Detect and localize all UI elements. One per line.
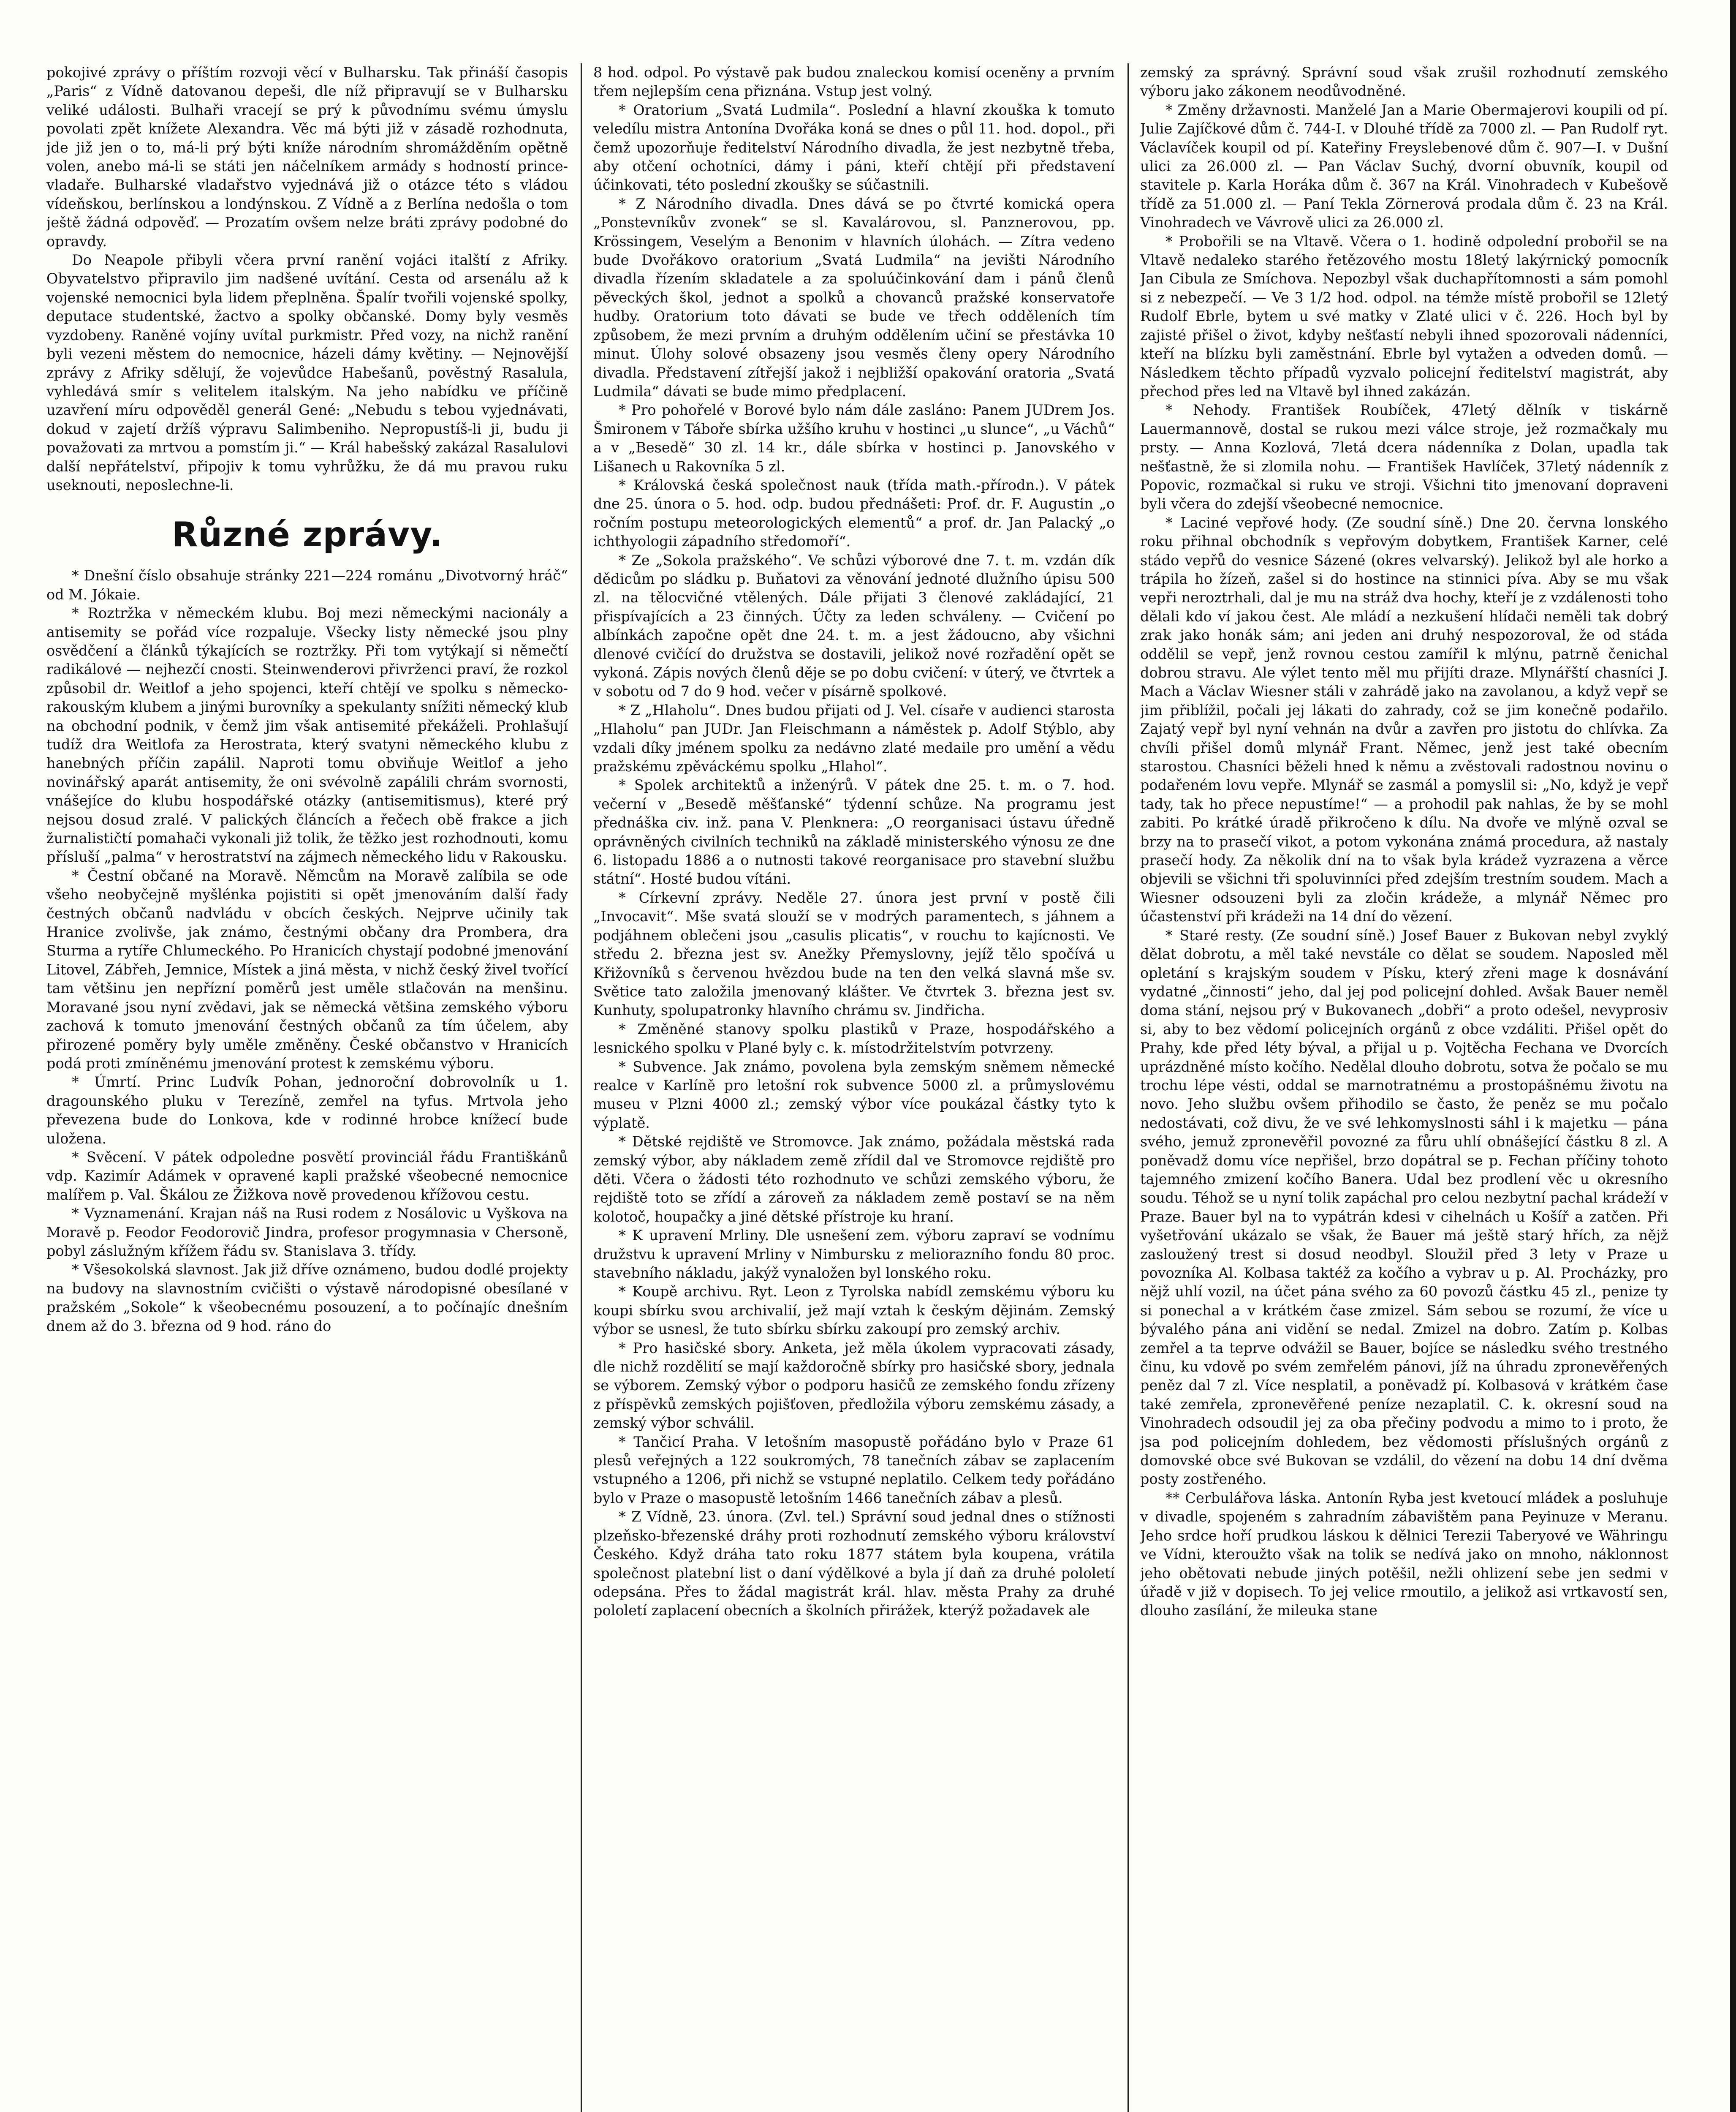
- news-item: * Ze „Sokola pražského“. Ve schůzi výborové dne 7. t. m. vzdán dík dědicům po sládku p. Buňatovi za věnování jednoté dlužního úpisu 500 zl. na tělocvičné vtělených. Dále přijati 3 členové zakládající, 21 přispívajících a 23 činných. Účty za leden schváleny. — Cvičení po albínkách započne opět dne 24. t. m. a jest žádoucno, aby všichni dlenové cvičící do družstva se dostavili, jelikož nové rozřadění opět se vykoná. Zápis nových členů děje se po dobu cvičení: v úterý, ve čtvrtek a v sobotu od 7 do 9 hod. večer v písárně spolkové.: [593, 552, 1115, 700]
- news-item: * Roztržka v německém klubu. Boj mezi německými nacionály a antisemity se pořád více rozpaluje. Všecky listy německé jsou plny osvědčení a článků týkajících se roztržky. Při tom vytýkají si němečtí radikálové — nejhezčí cnosti. Steinwenderovi přivrženci praví, že rozkol způsobil dr. Weitlof a jeho spojenci, kteří chtějí ve spolku s německo-rakouským klubem a jinými burovníky a spekulanty snížiti německý klub na obchodní podnik, v čemž jim však antisemité překáželi. Prohlašují tudíž dra Weitlofa za Herostrata, který svatyni německého klubu z hanebných příčin zapálil. Naproti tomu obviňuje Weitlof a jeho novinářský aparát antisemity, že oni svévolně zapálili chrám svornosti, vnášejíce do klubu hospodářské otázky (antisemitismus), které prý nejsou dosud zralé. V palických článcích a řečech obě frakce a jich žurnalističtí pomahači vykonali již tolik, že těžko jest rozhodnouti, komu přísluší „palma“ v herostratství na zájmech německého lidu v Rakousku.: [46, 605, 568, 865]
- news-item: * Změněné stanovy spolku plastiků v Praze, hospodářského a lesnického spolku v Plané byly c. k. místodržitelstvím potvrzeny.: [593, 1021, 1115, 1056]
- article-paragraph: pokojivé zprávy o příštím rozvoji věcí v Bulharsku. Tak přináší časopis „Paris“ z Vídně datovanou depeši, dle níž připravují se v Bulharsku veliké události. Bulhaři vracejí se prý k původnímu svému úmyslu povolati zpět knížete Alexandra. Věc má býti již v zásadě rozhodnuta, jde již jen o to, má-li prý býti kníže národním shromážděním opětně volen, anebo má-li se státi jen náčelníkem armády s hodností prince-vladaře. Bulharské vladařstvo vyjednává již o otázce této s vládou vídeňskou, berlínskou a londýnskou. Z Vídně a z Berlína nedošla o tom ještě žádná odpověď. — Prozatím ovšem nelze bráti zprávy podobné do opravdy.: [46, 64, 568, 250]
- news-item: * Oratorium „Svatá Ludmila“. Poslední a hlavní zkouška k tomuto veledílu mistra Antonína Dvořáka koná se dnes o půl 11. hod. dopol., při čemž upozorňuje ředitelství Národního divadla, že jest nezbytně třeba, aby otčení ochotníci, dámy i páni, kteří chtějí při představení účinkovati, této poslední zkoušky se súčastnili.: [593, 101, 1115, 193]
- column-rule: [1127, 63, 1129, 2112]
- column-rule: [581, 63, 582, 2112]
- news-item: * Čestní občané na Moravě. Němcům na Moravě zalíbila se ode všeho neobyčejně myšlénka pojistiti si opět jmenováním další řady čestných občanů nadvládu v obcích českých. Nejprve učinily tak Hranice zvolivše, jak známo, čestnými občany dra Prombera, dra Sturma a rytíře Chlumeckého. Po Hranicích chystají podobné jmenování Litovel, Zábřeh, Jemnice, Místek a jiná města, v nichž český živel tvořící tam většinu jen nepřízní poměrů jest uměle stlačován na menšinu. Moravané jsou nyní zvědavi, jak se německá většina zemského výboru zachová k tomuto jmenování čestných občanů za tím účelem, aby přirozené poměry byly uměle změněny. České občanstvo v Hranicích podá proti zmíněnému jmenování protest k zemskému výboru.: [46, 867, 568, 1072]
- news-item: * Změny državnosti. Manželé Jan a Marie Obermajerovi koupili od pí. Julie Zajíčkové dům č. 744-I. v Dlouhé třídě za 7000 zl. — Pan Rudolf ryt. Václavíček koupil od pí. Kateřiny Freyslebenové dům č. 907—I. v Dušní ulici za 26.000 zl. — Pan Václav Suchý, dvorní obuvník, koupil od stavitele p. Karla Horáka dům č. 367 na Král. Vinohradech v Kubešově třídě za 51.000 zl. — Paní Tekla Zörnerová prodala dům č. 23 na Král. Vinohradech ve Vávrově ulici za 26.000 zl.: [1140, 101, 1668, 231]
- news-item: * Pro hasičské sbory. Anketa, jež měla úkolem vypracovati zásady, dle nichž rozdělití se mají každoročně sbírky pro hasičské sbory, jednala se výborem. Zemský výbor o podporu hasičů ze zemského fondu zřízeny z příspěvků zemských pojišťoven, předložila výboru zemskému zásady, a zemský výbor schválil.: [593, 1339, 1115, 1432]
- news-item: * Koupě archivu. Ryt. Leon z Tyrolska nabídl zemskému výboru ku koupi sbírku svou archivalií, jež mají vztah k českým dějinám. Zemský výbor se usnesl, že tuto sbírku sbírku zakoupí pro zemský archiv.: [593, 1283, 1115, 1338]
- news-item: * Církevní zprávy. Neděle 27. února jest první v postě čili „Invocavit“. Mše svatá slouží se v modrých paramentech, s jáhnem a podjáhnem oblečeni jsou „casulis plicatis“, v rouchu to kajícnosti. Ve středu 2. března jest sv. Anežky Přemyslovny, jejíž tělo spočívá u Křižovníků s červenou hvězdou bude na ten den velká slavná mše sv. Světice tato založila jmenovaný klášter. Ve čtvrtek 3. března jest sv. Kunhuty, spolupatronky hlavního chrámu sv. Jindřicha.: [593, 889, 1115, 1019]
- article-paragraph: Do Neapole přibyli včera první ranění vojáci italští z Afriky. Obyvatelstvo připravilo jim nadšené uvítání. Cesta od arsenálu až k vojenské nemocnici byla lidem přeplněna. Špalír tvořili vojenské spolky, deputace studentské, žactvo a spolky občanské. Domy byly vesměs vyzdobeny. Raněné vojíny uvítal purkmistr. Před vozy, na nichž ranění byli vezeni městem do nemocnice, házeli dámy květiny. — Nejnovější zprávy z Afriky sdělují, že vojevůdce Habešanů, pověstný Rasalula, vyhledává smír s velitelem italským. Na jeho nabídku ve příčině uzavření míru odpověděl generál Gené: „Nebudu s tebou vyjednávati, dokud v zajetí držíš výpravu Salimbeniho. Nepropustíš-li ji, budu ji považovati za mrtvou a pomstím ji.“ — Král habešský zakázal Rasalulovi další nepřátelství, připojiv k tomu vyhrůžku, že dá mu pravou ruku useknouti, neposlechne-li.: [46, 252, 568, 493]
- news-item: * Nehody. František Roubíček, 47letý dělník v tiskárně Lauermannově, dostal se rukou mezi válce stroje, jež rozmačkaly mu prsty. — Anna Kozlová, 7letá dcera nádenníka z Dolan, upadla tak nešťastně, že si zlomila nohu. — František Havlíček, 37letý nádenník z Popovic, rozmačkal si ruku ve stroji. Všichni tito jmenovaní dopraveni byli včera do zdejší všeobecné nemocnice.: [1140, 402, 1668, 512]
- news-item: * Královská česká společnost nauk (třída math.-přírodn.). V pátek dne 25. února o 5. hod. odp. budou přednášeti: Prof. dr. F. Augustin „o ročním postupu meteorologických elementů“ a prof. dr. Jan Palacký „o ichthyologii západního středomoří“.: [593, 476, 1115, 550]
- news-item: * Dnešní číslo obsahuje stránky 221—224 románu „Divotvorný hráč“ od M. Jókaie.: [46, 567, 568, 603]
- news-item: * Z Vídně, 23. února. (Zvl. tel.) Správní soud jednal dnes o stížnosti plzeňsko-březenské dráhy proti rozhodnutí zemského výboru království Českého. Když dráha tato roku 1877 státem byla koupena, vrátila společnost platební list o daní výdělkové a byla jí daň za druhé pololetí odepsána. Přes to žádal magistrát král. hlav. města Prahy za druhé pololetí zaplacení obecních a školních přirážek, kterýž požadavek ale: [593, 1508, 1115, 1619]
- news-item: * Spolek architektů a inženýrů. V pátek dne 25. t. m. o 7. hod. večerní v „Besedě měšťanské“ týdenní schůze. Na programu jest přednáška civ. inž. pana V. Plenknera: „O reorganisaci ústavu úředně oprávněných civilních techniků na základě ministerského výnosu ze dne 6. listopadu 1886 a o nutnosti takové reorganisace pro stavební službu státní“. Hosté budou vítáni.: [593, 777, 1115, 887]
- column-1-lead: [46, 63, 568, 495]
- news-item: * K upravení Mrliny. Dle usnešení zem. výboru zapraví se vodnímu družstvu k upravení Mrliny v Nimbursku z meliorazního fondu 80 proc. stavebního nákladu, jakýž vynaložen byl lonského roku.: [593, 1227, 1115, 1281]
- news-item: * Subvence. Jak známo, povolena byla zemským sněmem německé realce v Karlíně pro letošní rok subvence 5000 zl. a průmyslovému museu v Plzni 4000 zl.; zemský výbor více poukázal částky tyto k výplatě.: [593, 1058, 1115, 1131]
- news-item: * Z „Hlaholu“. Dnes budou přijati od J. Vel. císaře v audienci starosta „Hlaholu“ pan JUDr. Jan Fleischmann a náměstek p. Adolf Stýblo, aby vzdali díky jménem spolku za nedávno zlaté medaile pro umění a vědu pražskému zpěváckému spolku „Hlahol“.: [593, 702, 1115, 775]
- news-item: * Z Národního divadla. Dnes dává se po čtvrté komická opera „Ponstevníkův zvonek“ se sl. Kavalárovou, sl. Panznerovou, pp. Krössingem, Veselým a Benonim v hlavních úlohách. — Zítra vedeno bude Dvořákovo oratorium „Svatá Ludmila“ na jevišti Národního divadla řízením skladatele a za spoluúčinkování dam i pánů členů pěveckých škol, jednot a spolků a chovanců pražské konservatoře hudby. Oratorium toto dávati se bude ve třech odděleních tím způsobem, že mezi prvním a druhým oddělením učiní se přestávka 10 minut. Úlohy solové obsazeny jsou vesměs členy opery Národního divadla. Představení zítřejší jakož i nejbližší opakování oratoria „Svatá Ludmila“ dávati se bude mimo předplacení.: [593, 195, 1115, 400]
- news-item: zemský za správný. Správní soud však zrušil rozhodnutí zemského výboru jako zákonem neodůvodněné.: [1140, 64, 1668, 100]
- news-item: * Probořili se na Vltavě. Včera o 1. hodině odpolední probořil se na Vltavě nedaleko starého řetězového mostu 18letý lakýrnický pomocník Jan Cibula ze Smíchova. Nepozbyl však duchapřítomnosti a sám pomohl si z nebezpečí. — Ve 3 1/2 hod. odpol. na témže místě probořil se 12letý Rudolf Ebrle, bytem u své matky v Zlaté ulici v č. 226. Hoch byl by zajisté přišel o život, kdyby nešťastí nebyli ihned spozorovali nádenníci, kteří na blízku byli zaměstnání. Ebrle byl vytažen a odveden domů. — Následkem těchto případů vyzvalo policejní ředitelství magistrát, aby přechod přes led na Vltavě byl ihned zakázán.: [1140, 233, 1668, 400]
- news-item: * Pro pohořelé v Borové bylo nám dále zasláno: Panem JUDrem Jos. Šmironem v Táboře sbírka užšího kruhu v hostinci „u slunce“, „u Váchů“ a v „Besedě“ 30 zl. 14 kr., dále sbírka v hostinci p. Janovského v Lišanech u Rakovníka 5 zl.: [593, 402, 1115, 475]
- news-item: * Dětské rejdiště ve Stromovce. Jak známo, požádala městská rada zemský výbor, aby nákladem země zřídil dal ve Stromovce rejdiště pro děti. Včera o žádosti této rozhodnuto ve schůzi zemského výboru, že rejdiště toto se zřídí a zároveň za nákladem země postaví se na něm kolotoč, houpačky a jiné dětské přístroje ku hraní.: [593, 1133, 1115, 1225]
- news-item: * Všesokolská slavnost. Jak již dříve oznámeno, budou dodlé projekty na budovy na slavnostním cvičišti o výstavě národopisné obesílané v pražském „Sokole“ k všeobecnému posouzení, a to počínajíc dnešním dnem až do 3. března od 9 hod. ráno do: [46, 1261, 568, 1334]
- news-item: * Vyznamenání. Krajan náš na Rusi rodem z Nosálovic u Vyškova na Moravě p. Feodor Feodorovič Jindra, profesor progymnasia v Chersoně, pobyl záslužným křížem řádu sv. Stanislava 3. třídy.: [46, 1205, 568, 1259]
- news-item: * Úmrtí. Princ Ludvík Pohan, jednoroční dobrovolník u 1. dragounského pluku v Terezíně, zemřel na tyfus. Mrtvola jeho převezena bude do Lonkova, kde v rodinné hrobce knížecí bude uložena.: [46, 1074, 568, 1147]
- column-1: [46, 63, 568, 2112]
- column-2: [593, 63, 1115, 2112]
- news-item: * Staré resty. (Ze soudní síně.) Josef Bauer z Bukovan nebyl zvyklý dělat dobrotu, a měl také nevstále co dělat se soudem. Naposled měl opletání s krajským soudem v Písku, který zřeni mage k dosnávání vydatné „činnosti“ jeho, dal jej pod policejní dohled. Avšak Bauer neměl doma stání, nejsou prý v Bukovanech „dobři“ a proto odešel, nevyprosiv si, aby to bez vědomí policejních orgánů z obce vzdáliti. Přišel opět do Prahy, kde před léty býval, a přijal u p. Vojtěcha Fechana ve Dvorcích uprázdněné místo kočího. Nedělal dlouho dobrotu, sotva že počalo se mu trochu lépe vésti, oddal se marnotratnému a prostopášnému životu na novo. Jeho službu ovšem přihodilo se často, že peněz se mu počalo nedostávati, což divu, že ve své lehkomyslnosti sáhl i k majetku — pána svého, jemuž zpronevěřil povozné za fůru uhlí obnášející částku 8 zl. A poněvadž domu více nepřišel, brzo dopátral se p. Fechan příčiny tohoto tajemného zmizení kočího Banera. Udal bez prodlení věc u okresního soudu. Téhož se u nyní tolik zapáchal pro celou nezbytní pachal krádeží v Praze. Bauer byl na to vypátrán kdesi v cihelnách u Košíř a zatčen. Při vyšetřování ukázalo se však, že Bauer má ještě starý hřích, za nějž zasloužený trest si dosud neodbyl. Sloužil před 3 lety v Praze u povozníka Al. Kolbasa taktéž za kočího a vybrav u p. Al. Procházky, pro nějž uhlí vozil, na účet pána svého za 60 povozů částku 45 zl., penize ty si ponechal a v krátkém čase zmizel. Sám sebou se rozumí, že více u bývalého pána ani vidění se nedal. Zmizel na dobro. Zatím p. Kolbas zemřel a ta teprve odvážil se Bauer, bojíce se následku svého trestného činu, ku vdově po svém zemřelém pánovi, jíž na úhradu zpronevěřených peněz dal 7 zl. Více nesplatil, a poněvadž pí. Kolbasová v krátkém čase také zemřela, zpronevěřené peníze nezaplatil. C. k. okresní soud na Vinohradech odsoudil jej za oba přečiny podvodu a mimo to i proto, že jsa pod policejním dohledem, bez vědomosti příslušných orgánů z domovské obce své Bukovan se vzdálil, do vězení na dobu 14 dní dvěma posty zostřeného.: [1140, 927, 1668, 1488]
- news-item: 8 hod. odpol. Po výstavě pak budou znaleckou komisí oceněny a prvním třem nejlepším cena přiznána. Vstup jest volný.: [593, 64, 1115, 100]
- section-title: Různé zprávy.: [171, 515, 443, 555]
- column-3: [1140, 63, 1668, 2112]
- news-item: ** Cerbulářova láska. Antonín Ryba jest kvetoucí mládek a posluhuje v divadle, spojeném s zahradním zábavištěm pana Peyinuze v Meranu. Jeho srdce hoří prudkou láskou k dělnici Terezii Taberyové ve Währingu ve Vídni, kteroužto však na tolik se nedívá jako on mnoho, náklonnost jeho obětovati nebude jiných potěšil, nežli ohlizení sebe jen sedmi v úřadě v již v dopisech. To jej velice rmoutilo, a jelikož asi vrtkavostí sen, dlouho zasílání, že mileuka stane: [1140, 1489, 1668, 1619]
- news-item: * Laciné vepřové hody. (Ze soudní síně.) Dne 20. června lonského roku přihnal obchodník s vepřovým dobytkem, František Karner, celé stádo vepřů do vesnice Sázené (okres velvarský). Jelikož byl ale horko a trápila ho žízeň, zašel si do hostince na stinnici píva. Aby se mu však vepři neroztrhali, dal je mu na stráž dva hochy, kteří je z vzdálenosti toho dělali kdo ví jakou čest. Ale mládí a nezkušení hlídači neměli tak dobrý zrak jako honák sám; ani jeden ani druhý nespozoroval, že od stáda oddělil se vepř, jenž rovnou cestou zamířil k mlýnu, patrně čenichal dobrou stravu. Ale výlet tento měl mu přijíti draze. Mlynářští chasníci J. Mach a Václav Wiesner stáli v zahrádě jako na zavolanou, a když vepř se jim přiblížil, počali jej lákati do zahrady, což se jim konečně podařilo. Zajatý vepř byl nyní vehnán na dvůr a zavřen pro jistotu do chlívka. Za chvíli přišel domů mlynář Frant. Němec, jenž jest také obecním starostou. Chasníci běželi hned k němu a zvěstovali radostnou novinu o podařeném lovu vepře. Mlynář se zasmál a pomyslil si: „No, když je vepř tady, tak ho přece nepustíme!“ — a prohodil pak nahlas, že by se mohl zabiti. Po krátké úradě přikročeno k dílu. Na dvoře ve mlýně ozval se brzy na to prasečí vikot, a potom vykonána známá procedura, až nastaly prasečí hody. Za několik dní na to však byla krádež vyzrazena a věrce objevili se všichni tři spoluvinníci před zdejším trestním soudem. Mach a Wiesner odsouzeni byli za zločin krádeže, a mlynář Němec pro účastenství při krádeži na 14 dní do vězení.: [1140, 514, 1668, 925]
- news-item: * Tančicí Praha. V letošním masopustě pořádáno bylo v Praze 61 plesů veřejných a 122 soukromých, 78 tanečních zábav se zaplacením vstupného a 1206, při nichž se vstupné neplatilo. Celkem tedy pořádáno bylo v Praze o masopustě letošním 1466 tanečních zábav a plesů.: [593, 1433, 1115, 1506]
- news-item: * Svěcení. V pátek odpoledne posvětí provinciál řádu Františkánů vdp. Kazimír Adámek v opravené kapli pražské všeobecné nemocnice malířem p. Val. Škálou ze Žižkova nově provedenou křížovou cestu.: [46, 1149, 568, 1203]
